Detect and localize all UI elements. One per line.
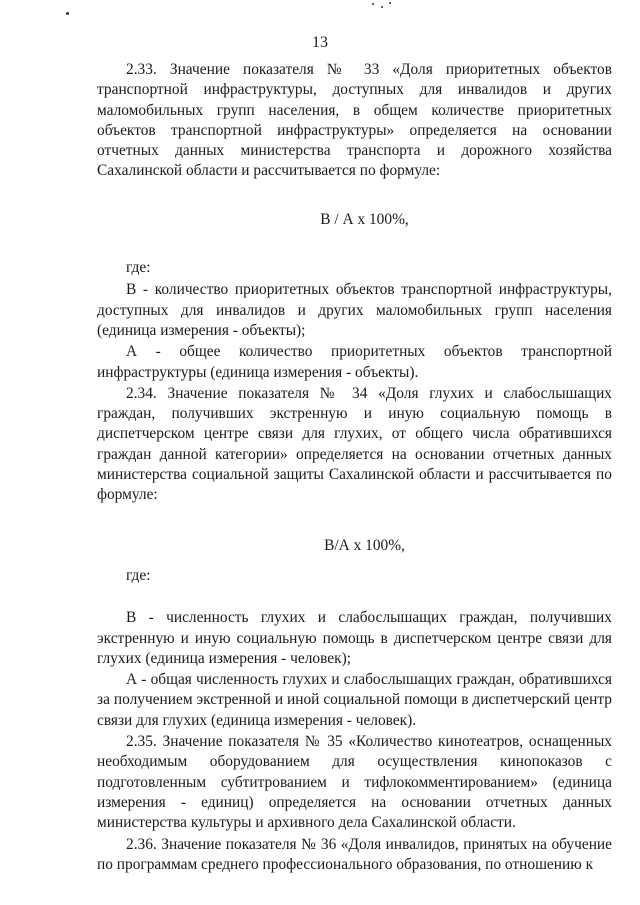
formula: В / А х 100%, (320, 210, 409, 228)
paragraph-2-36: 2.36. Значение показателя № 36 «Доля инвалидов, принятых на обучение по программам среднего профессионального образования, по отношению к (97, 835, 612, 873)
definition-b: В - численность глухих и слабослышащих граждан, получивших экстренную и иную социальную помощь в диспетчерском центре связи для глухих (единица измерения - человек); (97, 609, 612, 667)
where-label: где: (126, 259, 151, 277)
definition-b: В - количество приоритетных объектов транспортной инфраструктуры, доступных для инвалидов и других маломобильных групп населения (единица измерения - объекты); (97, 281, 612, 339)
paragraph-2-35: 2.35. Значение показателя № 35 «Количество кинотеатров, оснащенных необходимым оборудованием для осуществления кинопоказов с подготовленным субтитрованием и тифлокомментированием» (единица измерения - единиц) определяется на основании отчетных данных министерства культуры и архивного дела Сахалинской области. (97, 733, 612, 832)
scan-speck (381, 6, 383, 8)
document-body (97, 60, 612, 875)
scan-speck (66, 12, 69, 15)
where-label: где: (126, 566, 151, 584)
formula: В/А х 100%, (324, 536, 405, 554)
definition-a: А - общее количество приоритетных объектов транспортной инфраструктуры (единица измерения - объекты). (97, 343, 612, 381)
definition-a: А - общая численность глухих и слабослышащих граждан, обратившихся за получением экстренной и иной социальной помощи в диспетчерский центр связи для глухих (единица измерения - человек). (97, 671, 612, 729)
paragraph-2-33: 2.33. Значение показателя № 33 «Доля приоритетных объектов транспортной инфраструктуры, доступных для инвалидов и других маломобильных групп населения, в общем количестве приоритетных объектов транспортной инфраструктуры» определяется на основании отчетных данных министерства транспорта и дорожного хозяйства Сахалинской области и рассчитывается по формуле: (97, 61, 612, 180)
page-number: 13 (312, 34, 328, 51)
paragraph-2-34: 2.34. Значение показателя № 34 «Доля глухих и слабослышащих граждан, получивших экстренную и иную социальную помощь в диспетчерском центре связи для глухих, от общего числа обратившихся граждан данной категории» определяется на основании отчетных данных министерства социальной защиты Сахалинской области и рассчитывается по формуле: (97, 384, 612, 504)
scan-speck (389, 2, 391, 4)
scan-speck (372, 3, 374, 5)
